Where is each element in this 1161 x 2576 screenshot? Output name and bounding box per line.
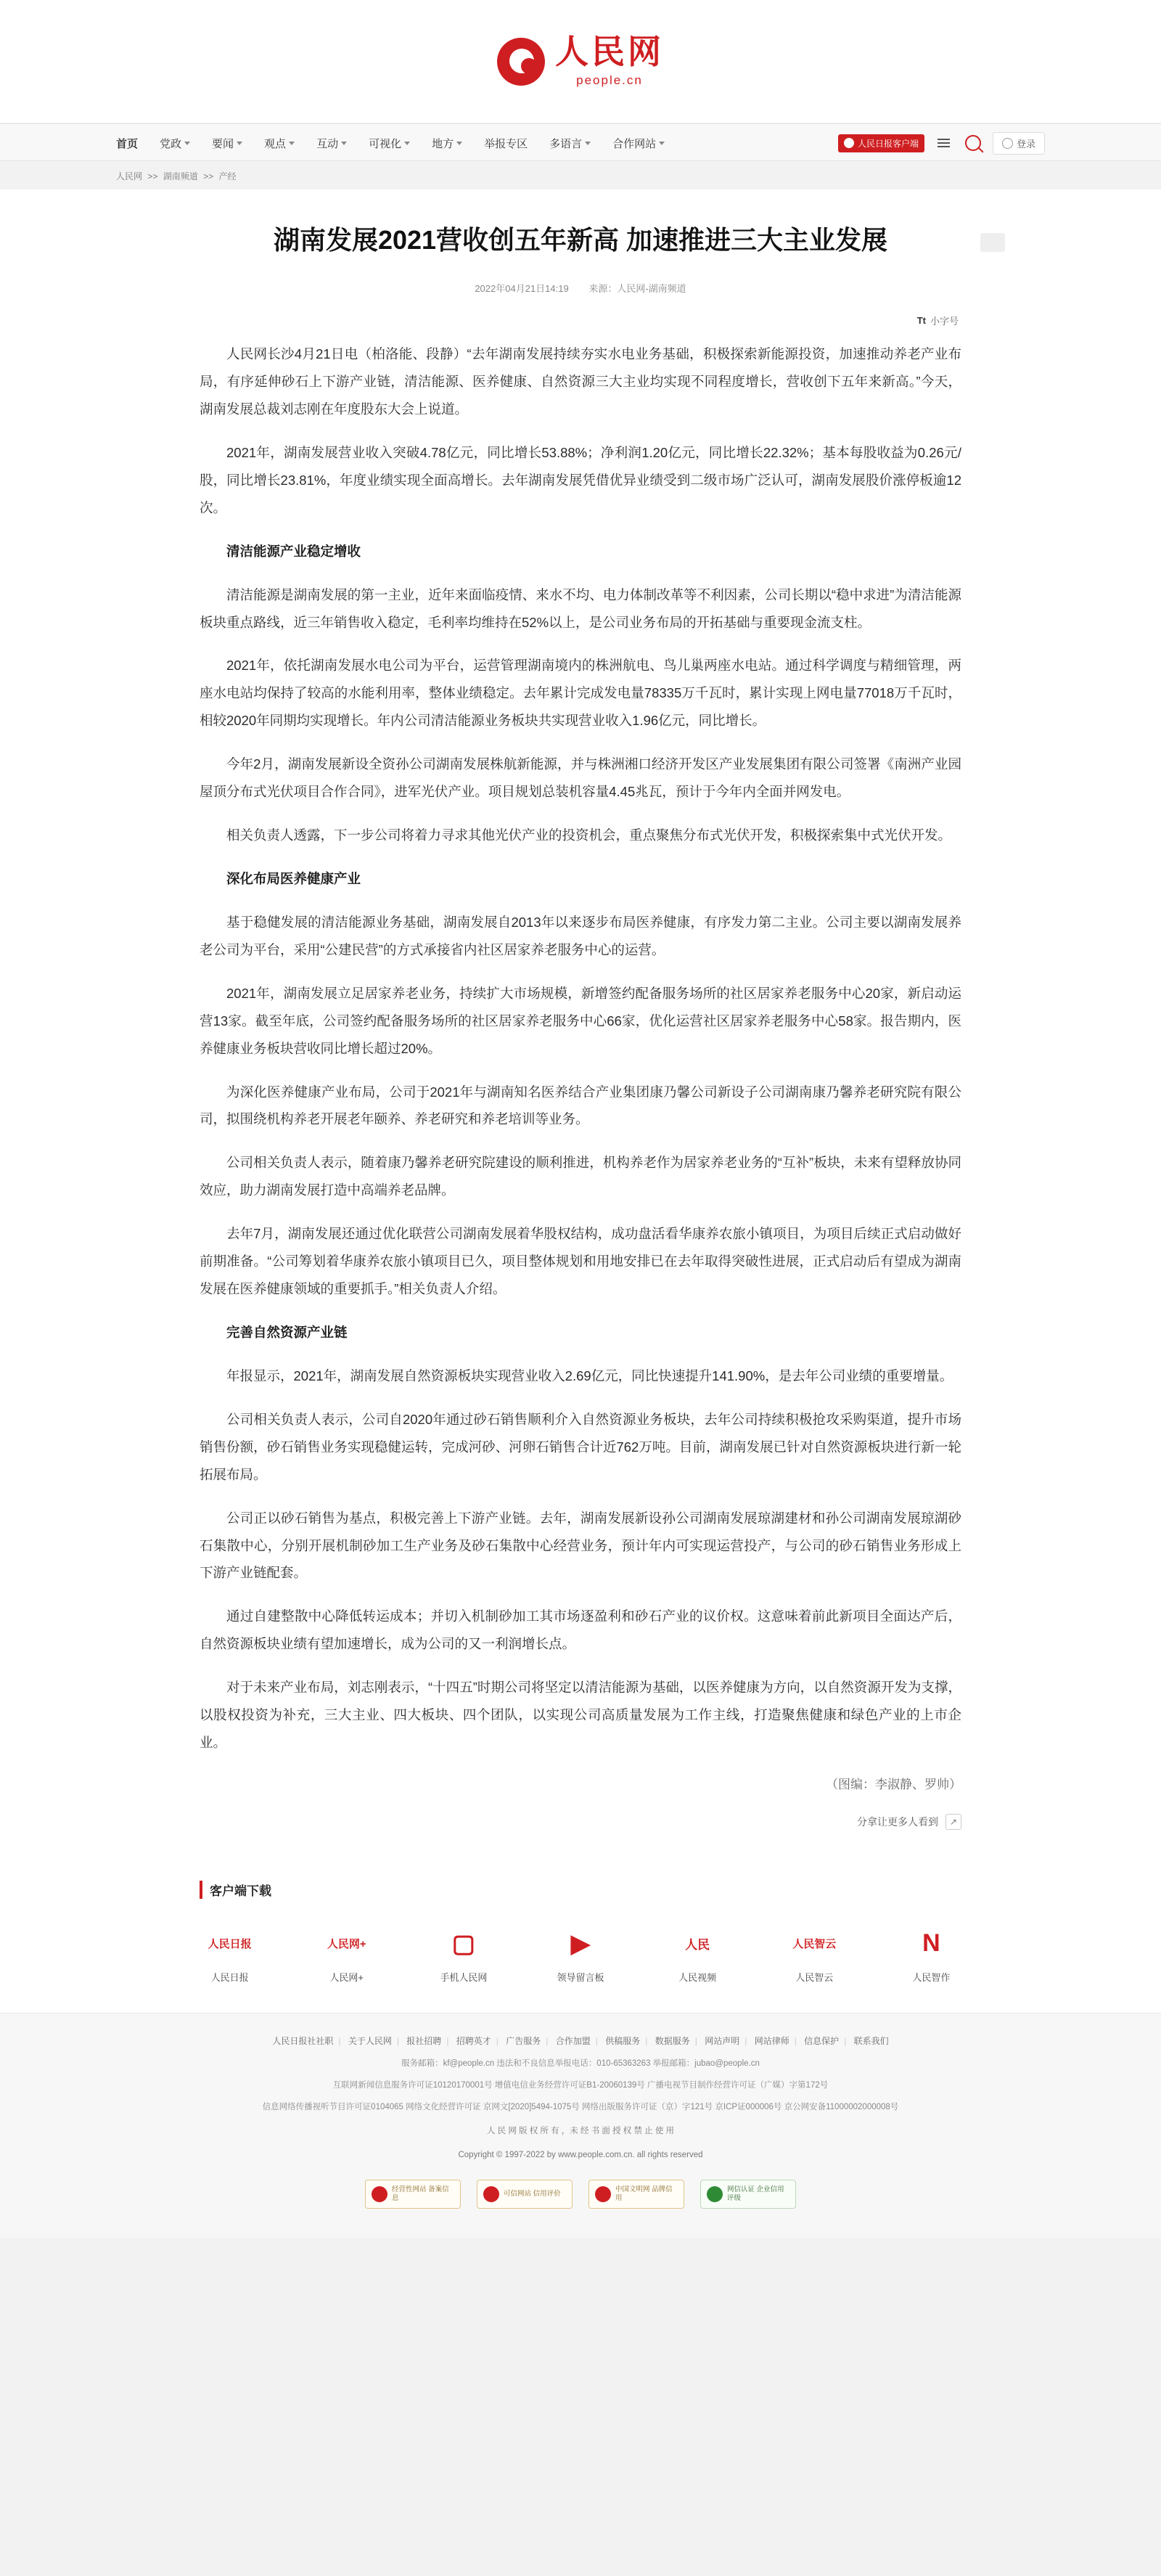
client-item-label: 人民智作 — [912, 1971, 951, 1983]
client-item-label: 人民网+ — [329, 1971, 364, 1983]
people-cloud-icon: 人民智云 — [792, 1938, 837, 1951]
footer-link[interactable]: 供稿服务 — [605, 2035, 641, 2046]
badge-icon — [483, 2186, 499, 2202]
footer-link[interactable]: 广告服务 — [506, 2035, 541, 2046]
nav-item-difang[interactable] — [432, 136, 462, 151]
article-paragraph: 清洁能源是湖南发展的第一主业，近年来面临疫情、来水不均、电力体制改革等不利因素，公司长期以“稳中求进”为清洁能源板块重点路线，近三年销售收入稳定，毛利率均维持在52%以上，是公司业务布局的开拓基础与重要现金流支柱。 — [200, 586, 961, 630]
share-label: 分拿让更多人看到 — [857, 1815, 938, 1828]
client-item-message-board[interactable] — [550, 1926, 610, 1984]
article-subheading: 完善自然资源产业链 — [226, 1325, 348, 1340]
people-daily-icon: 人民日报 — [208, 1938, 252, 1951]
nav-item-label: 要闻 — [212, 137, 234, 150]
badge-civilized-site[interactable] — [588, 2180, 684, 2209]
article-paragraph: 对于未来产业布局，刘志刚表示，“十四五”时期公司将坚定以清洁能源为基础，以医养健康为方向，以自然资源开发为支撑，以股权投资为补充，三大主业、四大板块、四个团队，以实现公司高质量发展为工作主线，打造聚焦健康和绿色产业的上市企业。 — [200, 1680, 961, 1751]
footer-link[interactable]: 人民日报社社职 — [272, 2035, 334, 2046]
footer-copyright-line: 人 民 网 版 权 所 有 ，未 经 书 面 授 权 禁 止 使 用 — [486, 2127, 675, 2136]
breadcrumb-separator: >> — [147, 171, 158, 181]
footer-badges — [0, 2164, 1161, 2231]
client-item-mobile-people[interactable] — [433, 1926, 493, 1984]
footer-link[interactable]: 招聘英才 — [456, 2035, 491, 2046]
footer-legal-line: 互联网新闻信息服务许可证10120170001号 增值电信业务经营许可证B1-20060139号 广播电视节目制作经营许可证（广媒）字第172号 — [332, 2081, 829, 2090]
hamburger-icon[interactable] — [935, 134, 953, 152]
nav-item-keshihua[interactable] — [369, 136, 410, 151]
client-item-people-video[interactable] — [668, 1926, 728, 1984]
article-paragraph: 2021年，湖南发展营业收入突破4.78亿元，同比增长53.88%；净利润1.20亿元，同比增长22.32%；基本每股收益为0.26元/股，同比增长23.81%，年度业绩实现全面高增长。去年湖南发展凭借优异业绩受到二级市场广泛认可，湖南发展股价涨停板逾12次。 — [200, 444, 961, 515]
breadcrumb-separator: >> — [203, 171, 214, 181]
footer-link[interactable]: 网站律师 — [754, 2035, 789, 2046]
site-logo[interactable] — [497, 35, 664, 88]
badge-wangxin-cert[interactable] — [700, 2180, 796, 2209]
chevron-down-icon — [184, 142, 190, 145]
main-nav — [0, 123, 1161, 161]
login-label: 登录 — [1016, 138, 1035, 150]
share-icon[interactable]: ↗ — [945, 1814, 961, 1830]
people-cn-plus-icon: 人民网+ — [327, 1938, 366, 1951]
article-paragraph: 公司正以砂石销售为基点，积极完善上下游产业链。去年，湖南发展新设孙公司湖南发展琼湖建材和孙公司湖南发展琼湖砂石集散中心，分别开展机制砂加工生产业务及砂石集散中心经营业务，预计年内可实现运营投产，与公司的砂石销售业务形成上下游产业链配套。 — [200, 1510, 961, 1581]
logo-text-cn: 人民网 — [555, 33, 664, 70]
chevron-down-icon — [659, 142, 665, 145]
article-subheading: 清洁能源产业稳定增收 — [226, 543, 361, 559]
article-paragraph: 为深化医养健康产业布局，公司于2021年与湖南知名医养结合产业集团康乃馨公司新设子公司湖南康乃馨养老研究院有限公司，拟围绕机构养老开展老年颐养、养老研究和养老培训等业务。 — [200, 1084, 961, 1127]
article-paragraph: 公司相关负责人表示，随着康乃馨养老研究院建设的顺利推进，机构养老作为居家养老业务的“互补”板块，未来有望释放协同效应，助力湖南发展打造中高端养老品牌。 — [200, 1155, 961, 1198]
nav-item-hudong[interactable] — [316, 136, 347, 151]
client-item-people-smart[interactable] — [901, 1926, 961, 1984]
article-meta — [200, 281, 961, 295]
footer-link[interactable]: 数据服务 — [655, 2035, 690, 2046]
client-item-label: 人民日报 — [210, 1971, 249, 1983]
page-title: 湖南发展2021营收创五年新高 加速推进三大主业发展 — [273, 225, 888, 255]
nav-item-label: 多语言 — [549, 137, 583, 150]
login-button[interactable] — [993, 132, 1045, 155]
breadcrumb-bar — [0, 161, 1161, 189]
app-badge-label: 人民日报客户端 — [857, 138, 919, 149]
article-paragraph: 今年2月，湖南发展新设全资孙公司湖南发展株航新能源，并与株洲湘口经济开发区产业发展集团有限公司签署《南洲产业园屋顶分布式光伏项目合作合同》，进军光伏产业。项目规划总装机容量4.45兆瓦，预计于今年内全面并网发电。 — [200, 756, 961, 800]
badge-icon — [707, 2186, 723, 2202]
mobile-people-icon: ▢ — [451, 1929, 475, 1958]
client-download-title: 客户端下载 — [200, 1881, 961, 1899]
client-item-people-cn-plus[interactable] — [316, 1926, 377, 1984]
chevron-down-icon — [404, 142, 410, 145]
nav-item-guandian[interactable] — [264, 136, 295, 151]
people-cn-logo-icon — [497, 38, 545, 86]
footer-link[interactable]: 信息保护 — [804, 2035, 840, 2046]
breadcrumb-item-people[interactable]: 人民网 — [116, 171, 143, 181]
nav-item-label: 互动 — [316, 137, 339, 150]
nav-item-home[interactable] — [116, 136, 138, 151]
nav-item-label: 观点 — [264, 137, 287, 150]
footer-links: 人民日报社社职 | 关于人民网 | 报社招聘 | 招聘英才 | 广告服务 | 合作加盟 | 供稿服务 | 数据服务 | 网站声明 | 网站律师 | 信息保护 | 联系我们 — [272, 2035, 889, 2046]
footer-link[interactable]: 网站声明 — [705, 2035, 740, 2046]
article-timestamp: 2022年04月21日14:19 — [475, 283, 569, 295]
client-item-people-cloud[interactable] — [784, 1926, 845, 1984]
chevron-down-icon — [289, 142, 295, 145]
article-paragraph: 去年7月，湖南发展还通过优化联营公司湖南发展着华股权结构，成功盘活看华康养农旅小镇项目，为项目后续正式启动做好前期准备。“公司筹划着华康养农旅小镇项目已久，项目整体规划和用地安排已在去年取得突破性进展，正式启动后有望成为湖南发展在医养健康领域的重要抓手。”相关负责人介绍。 — [200, 1226, 961, 1297]
article-paragraph: 基于稳健发展的清洁能源业务基础，湖南发展自2013年以来逐步布局医养健康，有序发力第二主业。公司主要以湖南发展养老公司为平台，采用“公建民营”的方式承接省内社区居家养老服务中心的运营。 — [200, 914, 961, 957]
badge-label: 中国文明网 品牌信用 — [615, 2185, 673, 2203]
footer-link[interactable]: 报社招聘 — [406, 2035, 442, 2046]
badge-icon — [372, 2186, 387, 2202]
footer-link[interactable]: 联系我们 — [853, 2035, 889, 2046]
article-subheading: 深化布局医养健康产业 — [226, 871, 361, 887]
article-credit: （图编：李淑静、罗帅） — [826, 1777, 961, 1791]
article-source: 来源：人民网-湖南频道 — [588, 283, 686, 295]
article-paragraph: 公司相关负责人表示，公司自2020年通过砂石销售顺利介入自然资源业务板块，去年公司持续积极抢攻采购渠道，提升市场销售份额，砂石销售业务实现稳健运转，完成河砂、河卵石销售合计近762万吨。目前，湖南发展已针对自然资源板块进行新一轮拓展布局。 — [200, 1411, 961, 1482]
nav-item-label: 首页 — [116, 137, 139, 150]
user-avatar-icon — [1002, 138, 1013, 149]
chevron-down-icon — [585, 142, 591, 145]
badge-label: 网信认证 企业信用评级 — [727, 2185, 784, 2203]
message-board-icon: ▶ — [570, 1929, 591, 1958]
article-paragraph: 2021年，湖南发展立足居家养老业务，持续扩大市场规模，新增签约配备服务场所的社区居家养老服务中心20家，新启动运营13家。截至年底，公司签约配备服务场所的社区居家养老服务中心66家，优化运营社区居家养老服务中心58家。报告期内，医养健康业务板块营收同比增长超过20%。 — [200, 985, 961, 1056]
nav-item-duoyuyan[interactable] — [549, 136, 591, 151]
font-size-icon: Tt — [916, 315, 926, 327]
article-paragraph: 人民网长沙4月21日电（柏洛能、段静）“去年湖南发展持续夯实水电业务基础，积极探索新能源投资，加速推动养老产业布局，有序延伸砂石上下游产业链，清洁能源、医养健康、自然资源三大主业均实现不同程度增长，营收创下五年来新高。”今天，湖南发展总裁刘志刚在年度股东大会上说道。 — [200, 346, 961, 417]
article-paragraph: 通过自建整散中心降低转运成本；并切入机制砂加工其市场逐盈利和砂石产业的议价权。这意味着前此新项目全面达产后，自然资源板块业绩有望加速增长，成为公司的又一利润增长点。 — [200, 1608, 961, 1652]
nav-item-dangzheng[interactable] — [160, 136, 190, 151]
client-item-label: 领导留言板 — [557, 1971, 604, 1983]
article-paragraph: 年报显示，2021年，湖南发展自然资源板块实现营业收入2.69亿元，同比快速提升141.90%，是去年公司业绩的重要增量。 — [226, 1367, 953, 1383]
footer-link[interactable]: 关于人民网 — [348, 2035, 392, 2046]
badge-label: 可信网站 信用评价 — [504, 2190, 561, 2199]
badge-icon — [595, 2186, 611, 2202]
breadcrumb — [116, 161, 1045, 189]
badge-business-site[interactable] — [365, 2180, 461, 2209]
article — [200, 189, 961, 1830]
people-daily-app-badge[interactable] — [838, 134, 924, 152]
nav-item-hezuowangzhan[interactable] — [612, 136, 665, 151]
font-size-control[interactable] — [200, 314, 961, 327]
client-item-label: 人民视频 — [678, 1971, 717, 1983]
nav-item-yaowen[interactable] — [212, 136, 242, 151]
client-item-label: 人民智云 — [795, 1971, 834, 1983]
nav-item-label: 党政 — [160, 137, 182, 150]
share-row[interactable] — [200, 1814, 961, 1830]
logo-text-en: people.cn — [576, 73, 643, 87]
client-item-people-daily[interactable] — [200, 1926, 260, 1984]
breadcrumb-item-chanjing[interactable]: 产经 — [218, 171, 237, 181]
footer-legal-line: 信息网络传播视听节目许可证0104065 网络文化经营许可证 京网文[2020]5494-1075号 网络出版服务许可证（京）字121号 京ICP证000006号 京公网安备11000002000008号 — [262, 2103, 899, 2112]
chevron-down-icon — [456, 142, 462, 145]
site-footer — [0, 2013, 1161, 2238]
nav-item-label: 可视化 — [369, 137, 402, 150]
people-video-icon: 人民 — [685, 1938, 710, 1953]
nav-item-label: 举报专区 — [484, 137, 528, 150]
breadcrumb-item-hunan[interactable]: 湖南频道 — [163, 171, 198, 181]
article-paragraph: 相关负责人透露，下一步公司将着力寻求其他光伏产业的投资机会，重点聚焦分布式光伏开发，积极探索集中式光伏开发。 — [226, 827, 952, 843]
chevron-down-icon — [341, 142, 347, 145]
app-badge-icon — [844, 138, 854, 148]
article-body — [200, 340, 961, 1798]
chevron-down-icon — [237, 142, 242, 145]
site-header — [0, 0, 1161, 123]
nav-item-label: 地方 — [432, 137, 454, 150]
badge-label: 经营性网站 备案信息 — [392, 2185, 449, 2203]
font-size-label[interactable]: 小字号 — [930, 316, 959, 327]
nav-item-jubao[interactable] — [484, 136, 528, 151]
badge-trusted-site[interactable] — [477, 2180, 573, 2209]
client-item-label: 手机人民网 — [440, 1971, 488, 1983]
search-icon[interactable] — [964, 134, 982, 152]
people-smart-icon: N — [922, 1929, 940, 1958]
client-download-section — [200, 1866, 961, 2013]
footer-copyright-line: Copyright © 1997-2022 by www.people.com.cn. all rights reserved — [458, 2151, 703, 2160]
footer-service-line: 服务邮箱：kf@people.cn 违法和不良信息举报电话：010-65363263 举报邮箱：jubao@people.cn — [401, 2059, 760, 2069]
print-icon[interactable] — [980, 233, 1005, 252]
article-container — [0, 189, 1161, 1866]
footer-link[interactable]: 合作加盟 — [555, 2035, 591, 2046]
article-paragraph: 2021年，依托湖南发展水电公司为平台，运营管理湖南境内的株洲航电、鸟儿巢两座水电站。通过科学调度与精细管理，两座水电站均保持了较高的水能利用率，整体业绩稳定。去年累计完成发电量78335万千瓦时，累计实现上网电量77018万千瓦时，相较2020年同期均实现增长。年内公司清洁能源业务板块共实现营业收入1.96亿元，同比增长。 — [200, 658, 961, 729]
nav-item-label: 合作网站 — [612, 137, 657, 150]
